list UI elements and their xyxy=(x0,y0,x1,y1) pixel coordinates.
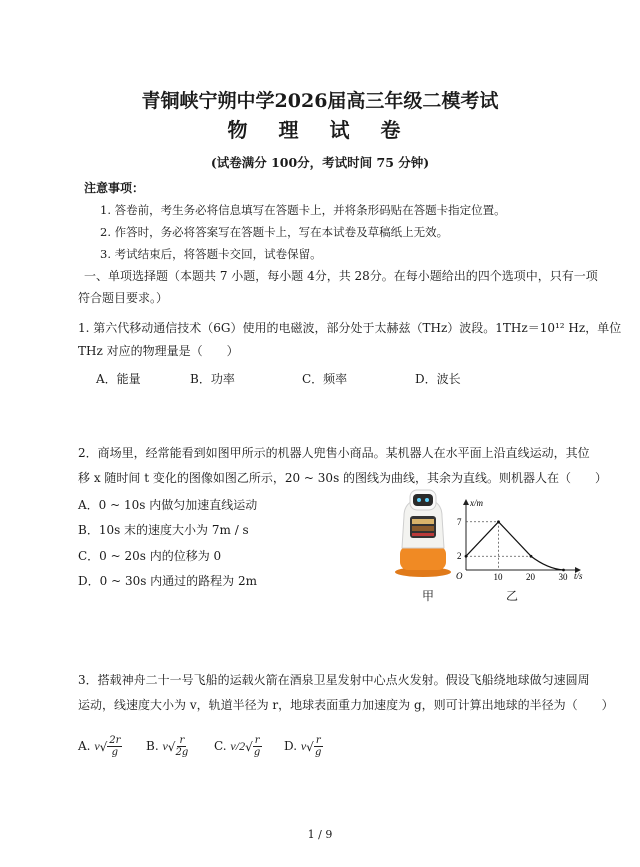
option-letter: D. xyxy=(284,739,298,753)
fraction: $\frac{r}{g}$ xyxy=(253,735,261,758)
x-tick-label: 30 xyxy=(558,572,568,582)
x-axis-label: t/s xyxy=(574,571,583,581)
series-line xyxy=(466,522,499,556)
option-letter: A. xyxy=(78,739,91,753)
xt-chart xyxy=(448,496,584,582)
exam-meta: (试卷满分 100分，考试时间 75 分钟) xyxy=(210,155,430,170)
figure-label-jia: 甲 xyxy=(422,589,435,603)
q2-option-a: A．0 ~ 10s 内做匀加速直线运动 xyxy=(78,498,258,512)
q1-option-c: C．频率 xyxy=(302,372,348,386)
q3-option-b xyxy=(146,735,188,758)
section-heading: 一、单项选择题（本题共 7 小题，每小题 4分，共 28分。在每小题给出的四个选项中，只有一项 xyxy=(84,269,598,283)
data-point xyxy=(530,555,533,558)
question-3-text: 3．搭载神舟二十一号飞船的运载火箭在酒泉卫星发射中心点火发射。假设飞船绕地球做匀速圆周 xyxy=(78,673,590,687)
y-tick-label: 2 xyxy=(457,551,462,562)
data-point xyxy=(497,520,500,523)
robot-illustration xyxy=(392,486,454,578)
sqrt-sign: √ xyxy=(306,739,314,754)
option-coef: v xyxy=(300,739,307,753)
notes-heading: 注意事项： xyxy=(84,181,145,195)
series-line xyxy=(499,522,532,556)
question-1-text-cont: THz 对应的物理量是（ ） xyxy=(78,344,239,358)
question-3-text-cont: 运动，线速度大小为 v，轨道半径为 r，地球表面重力加速度为 g，则可计算出地球的半径为（ ） xyxy=(78,698,614,712)
option-letter: C. xyxy=(214,739,227,753)
question-2-text-cont: 移 x 随时间 t 变化的图像如图乙所示，20 ~ 30s 的图线为曲线，其余为直线。则机器人在（ ） xyxy=(78,471,608,485)
section-heading-cont: 符合题目要求。） xyxy=(78,291,169,305)
x-tick-label: 20 xyxy=(526,572,535,582)
data-point xyxy=(465,555,468,558)
page-title: 青铜峡宁朔中学2026届高三年级二模考试 xyxy=(141,90,499,112)
origin-label: O xyxy=(456,571,463,581)
q1-option-a: A．能量 xyxy=(96,372,141,386)
q1-option-b: B．功率 xyxy=(190,372,235,386)
option-coef: v xyxy=(94,739,100,753)
fraction: $\frac{2r}{g}$ xyxy=(109,735,121,758)
q1-option-d: D．波长 xyxy=(415,372,461,386)
sqrt-sign: √ xyxy=(167,739,176,754)
question-2-text: 2．商场里，经常能看到如图甲所示的机器人兜售小商品。某机器人在水平面上沿直线运动，其位 xyxy=(78,446,590,460)
question-1-text: 1. 第六代移动通信技术（6G）使用的电磁波，部分处于太赫兹（THz）波段。1THz＝10¹² Hz，单位 xyxy=(78,321,622,335)
subject-title: 物 理 试 卷 xyxy=(227,118,413,142)
q3-option-c xyxy=(214,735,262,758)
sqrt-sign: √ xyxy=(99,739,108,754)
note-item: 1. 答卷前，考生务必将信息填写在答题卡上，并将条形码贴在答题卡指定位置。 xyxy=(100,203,506,217)
q3-option-a xyxy=(78,735,122,758)
data-point xyxy=(562,569,565,572)
option-coef: v/2 xyxy=(230,739,246,753)
fraction: $\frac{r}{g}$ xyxy=(315,735,322,758)
y-tick-label: 7 xyxy=(457,516,462,527)
sqrt-sign: √ xyxy=(245,739,253,754)
q2-option-c: C．0 ~ 20s 内的位移为 0 xyxy=(78,549,222,563)
fraction: $\frac{r}{2g}$ xyxy=(175,735,189,758)
note-item: 3. 考试结束后，将答题卡交回，试卷保留。 xyxy=(100,247,322,261)
q2-option-d: D．0 ~ 30s 内通过的路程为 2m xyxy=(78,574,258,588)
page-number: 1 / 9 xyxy=(307,828,333,841)
q2-option-b: B．10s 末的速度大小为 7m / s xyxy=(78,523,249,537)
q3-option-d xyxy=(284,735,323,758)
y-axis-label: x/m xyxy=(470,498,483,508)
series-curve xyxy=(531,556,564,570)
x-tick-label: 10 xyxy=(493,572,503,582)
figure-label-yi: 乙 xyxy=(506,589,519,603)
note-item: 2. 作答时，务必将答案写在答题卡上，写在本试卷及草稿纸上无效。 xyxy=(100,225,449,239)
option-letter: B. xyxy=(146,739,159,753)
option-coef: v xyxy=(162,739,168,753)
